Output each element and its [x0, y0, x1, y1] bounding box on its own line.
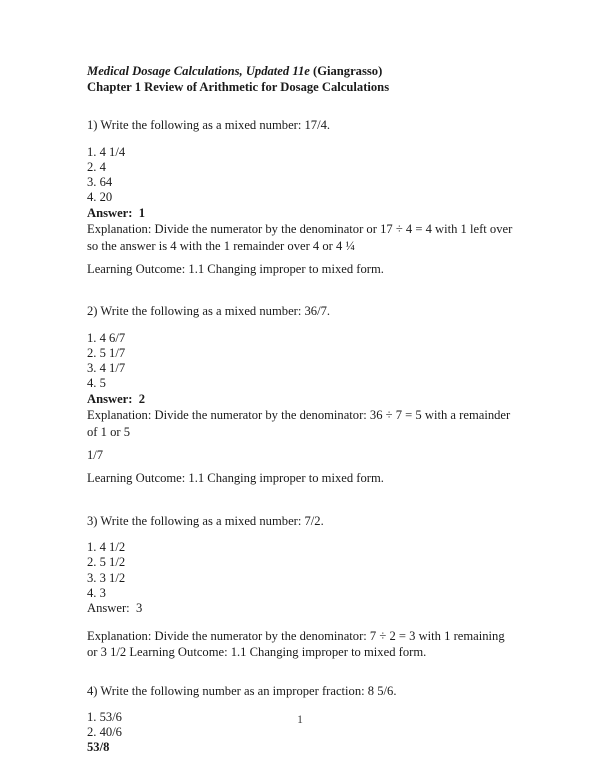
- option-item[interactable]: 3. 4 1/7: [87, 361, 126, 376]
- question-block-1: [87, 117, 515, 277]
- question-stem: 4) Write the following number as an improper fraction: 8 5/6.: [87, 683, 397, 698]
- page-number: 1: [297, 713, 303, 726]
- spacer-between-questions: [87, 487, 515, 513]
- spacer-between-questions: [87, 277, 515, 303]
- option-item[interactable]: 3. 64: [87, 175, 113, 190]
- spacer: [87, 617, 515, 628]
- document-header-title-line: [87, 63, 515, 79]
- spacer: [87, 440, 515, 447]
- option-item[interactable]: 2. 5 1/7: [87, 346, 126, 361]
- chapter-heading: Chapter 1 Review of Arithmetic for Dosage Calculations: [87, 80, 390, 95]
- option-item[interactable]: 1. 4 1/4: [87, 144, 126, 159]
- answer-label: Answer: 3: [87, 601, 143, 616]
- book-title: Medical Dosage Calculations, Updated 11e: [87, 64, 310, 78]
- explanation-continued: 1/7: [87, 448, 104, 463]
- explanation-text: Explanation: Divide the numerator by the denominator: 7 ÷ 2 = 3 with 1 remaining or 3 1/2 Learning Outcome: 1.1 Changing improper to mixed form.: [87, 628, 505, 660]
- question-stem: 1) Write the following as a mixed number: 17/4.: [87, 118, 331, 133]
- answer-label: 53/8: [87, 740, 110, 755]
- option-item[interactable]: 1. 4 6/7: [87, 330, 126, 345]
- learning-outcome: Learning Outcome: 1.1 Changing improper to mixed form.: [87, 471, 384, 486]
- question-block-3: [87, 513, 515, 661]
- option-item[interactable]: 4. 5: [87, 376, 106, 391]
- spacer: [87, 134, 515, 145]
- spacer: [87, 699, 515, 710]
- answer-label: Answer: 2: [87, 391, 146, 406]
- explanation-text: Explanation: Divide the numerator by the denominator or 17 ÷ 4 = 4 with 1 left over so the answer is 4 with the 1 remainder over 4 or 4 ¼: [87, 222, 513, 253]
- book-author: (Giangrasso): [313, 64, 383, 78]
- spacer: [87, 254, 515, 261]
- question-stem: 2) Write the following as a mixed number: 36/7.: [87, 304, 331, 319]
- spacer: [87, 463, 515, 470]
- option-item[interactable]: 4. 3: [87, 585, 106, 600]
- spacer-between-questions: [87, 661, 515, 683]
- answer-label: Answer: 1: [87, 205, 146, 220]
- spacer: [87, 320, 515, 331]
- option-item[interactable]: 3. 3 1/2: [87, 570, 126, 585]
- explanation-text: Explanation: Divide the numerator by the denominator: 36 ÷ 7 = 5 with a remainder of 1 or 5: [87, 408, 511, 439]
- option-item[interactable]: 4. 20: [87, 190, 113, 205]
- option-item[interactable]: 1. 4 1/2: [87, 540, 126, 555]
- option-item[interactable]: 2. 5 1/2: [87, 555, 126, 570]
- question-block-2: [87, 303, 515, 486]
- option-item[interactable]: 2. 4: [87, 160, 106, 175]
- option-item[interactable]: 1. 53/6: [87, 709, 122, 724]
- spacer: [87, 529, 515, 540]
- question-stem: 3) Write the following as a mixed number: 7/2.: [87, 513, 324, 528]
- option-item[interactable]: 2. 40/6: [87, 725, 122, 740]
- learning-outcome: Learning Outcome: 1.1 Changing improper to mixed form.: [87, 262, 384, 277]
- spacer-after-header: [87, 95, 515, 117]
- page-content: [87, 63, 515, 756]
